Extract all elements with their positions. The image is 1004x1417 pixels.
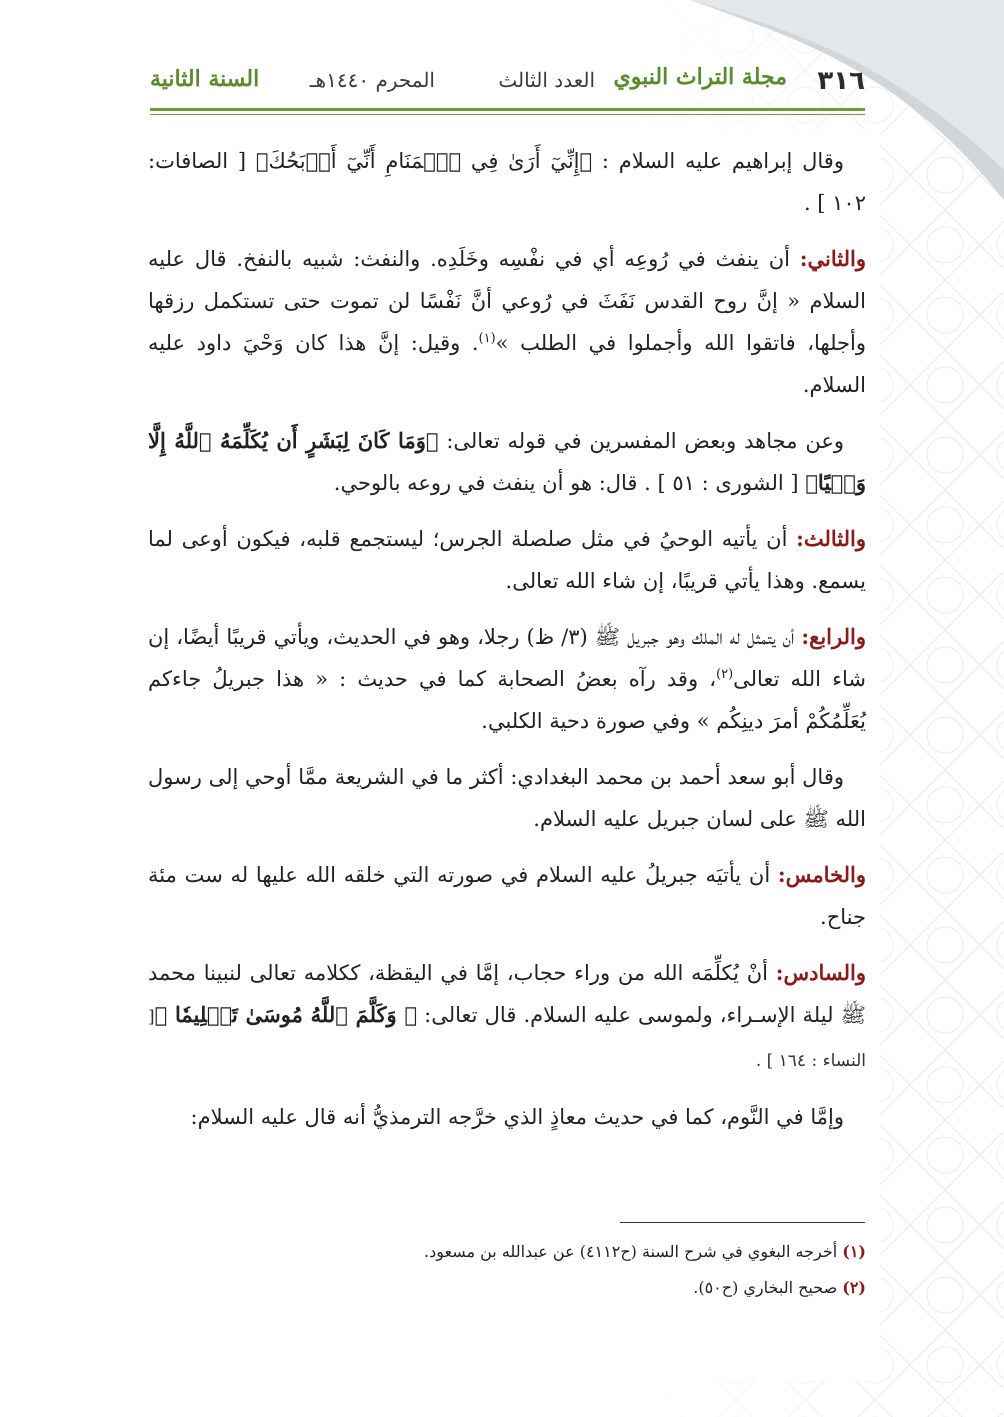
footnote-2: (٢) صحيح البخاري (ح٥٠). <box>693 1278 866 1297</box>
paragraph-baghdadi: وقال أبو سعد أحمد بن محمد البغدادي: أكثر ما في الشريعة ممَّا أوحي إلى رسول الله ﷺ على لسان جبريل عليه السلام. <box>148 765 866 831</box>
footnotes <box>148 1234 866 1306</box>
page-header <box>150 60 865 106</box>
header-divider-thin <box>150 114 865 115</box>
footnote-ref-1[interactable]: (١) <box>478 331 496 346</box>
label-sixth: والسادس: <box>775 960 866 985</box>
issue-month: المحرم ١٤٤٠هـ <box>309 68 435 92</box>
footnote-ref-2[interactable]: (٢) <box>716 667 734 682</box>
journal-year: السنة الثانية <box>150 66 260 92</box>
footnote-1: (١) أخرجه البغوي في شرح السنة (ح٤١١٢) عن عبدالله بن مسعود. <box>424 1242 866 1261</box>
label-fifth: والخامس: <box>777 862 866 887</box>
journal-title: مجلة التراث النبوي <box>613 64 787 90</box>
paragraph-third: والثالث: أن يأتيه الوحيُ في مثل صلصلة الجرس؛ ليستجمع قلبه، فيكون أوعى لما يسمع. وهذا يأتي قريبًا، إن شاء الله تعالى. <box>148 526 866 593</box>
footnote-divider <box>620 1222 865 1223</box>
issue-number: العدد الثالث <box>498 68 595 92</box>
paragraph-second: والثاني: أن ينفث في رُوعِه أي في نفْسِه وخَلَدِه. والنفث: شبيه بالنفخ. قال عليه السلام « إنَّ روح القدس نَفَثَ في رُوعي أنَّ نَفْسًا لن تموت حتى تستكمل رزقها وأجلها، فاتقوا الله وأجملوا في الطلب »$^{(١)}$. وقيل: إنَّ هذا كان وَحْيَ داود عليه السلام. <box>148 246 866 397</box>
header-divider <box>150 108 865 111</box>
paragraph-fifth: والخامس: أن يأتيَه جبريلُ عليه السلام في صورته التي خلقه الله عليها له ست مئة جناح. <box>148 862 866 929</box>
paragraph-ibrahim: وقال إبراهيم عليه السلام : ﴿إِنِّيٓ أَرَىٰ فِي ٱلۡمَنَامِ أَنِّيٓ أَذۡبَحُكَ﴾ [ الصافات: ١٠٢ ] . <box>148 149 866 215</box>
paragraph-fourth: والرابع: أن يتمثل له الملك وهو جبريل ﷺ (٣/ ظ) رجلا، وهو في الحديث، ويأتي قريبًا أيضًا، إن شاء الله تعالى$^{(٢)}$، وقد رآه بعضُ الصحابة كما في حديث : « هذا جبريلُ جاءكم يُعَلِّمُكُمْ أمرَ دينِكُم » وفي صورة دحية الكلبي. <box>148 624 866 733</box>
page-number: ٣١٦ <box>817 66 865 96</box>
label-second: والثاني: <box>799 246 866 271</box>
quran-verse-nisa: ﴿ وَكَلَّمَ ٱللَّهُ مُوسَىٰ تَكۡلِيمٗا ﴾ <box>154 1002 418 1027</box>
paragraph-mujahid: وعن مجاهد وبعض المفسرين في قوله تعالى: ﴿وَمَا كَانَ لِبَشَرٍ أَن يُكَلِّمَهُ ٱللَّهُ إِلَّا وَحۡيًا﴾ [ الشورى : ٥١ ] . قال: هو أن ينفث في روعه بالوحي. <box>148 428 866 495</box>
label-fourth: والرابع: <box>801 624 866 649</box>
paragraph-sleep: وإمَّا في النَّوم، كما في حديث معاذٍ الذي خرَّجه الترمذيُّ أنه قال عليه السلام: <box>190 1105 844 1129</box>
paragraph-sixth: والسادس: أنْ يُكلِّمَه الله من وراء حجاب، إمَّا في اليقظة، ككلامه تعالى لنبينا محمد ﷺ ليلة الإسـراء، ولموسى عليه السلام. قال تعالى: ﴿ وَكَلَّمَ ٱللَّهُ مُوسَىٰ تَكۡلِيمٗا ﴾[ النساء : ١٦٤ ] . <box>148 960 866 1071</box>
label-third: والثالث: <box>796 526 866 551</box>
quran-verse-shura: ﴿وَمَا كَانَ لِبَشَرٍ أَن يُكَلِّمَهُ ٱللَّهُ إِلَّا وَحۡيًا﴾ <box>148 428 866 495</box>
body-text <box>148 140 866 1152</box>
